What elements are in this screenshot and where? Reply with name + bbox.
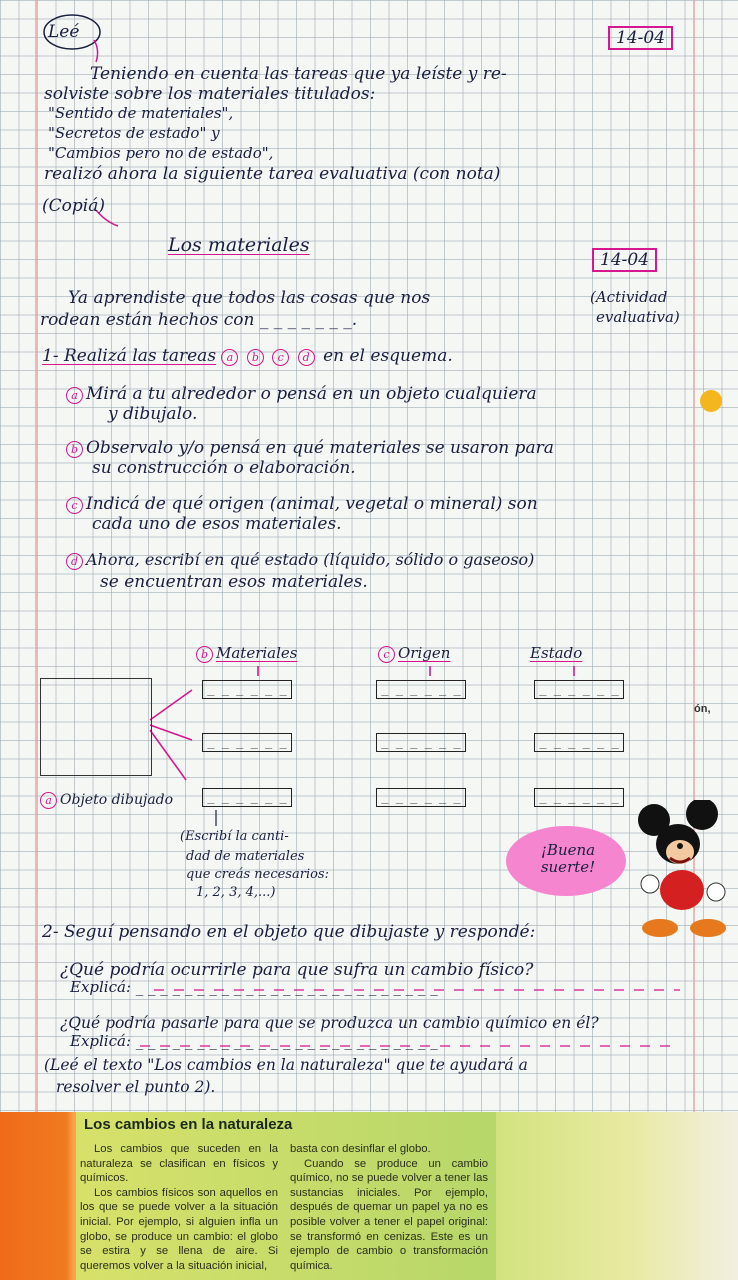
materiales-box-1: _ _ _ _ _ _ (202, 680, 292, 699)
q2-note-2: resolver el punto 2). (56, 1078, 216, 1096)
bubble-text-2: suerte! (540, 857, 596, 876)
q2-title: 2- Seguí pensando en el objeto que dibujaste y respondé: (42, 922, 536, 942)
section-para-1: Ya aprendiste que todos las cosas que nos (68, 288, 431, 308)
col-origen-label: Origen (398, 644, 451, 662)
task1-title (42, 348, 453, 366)
intro-bullet-2: "Secretos de estado" y (48, 124, 220, 142)
origen-box-2: _ _ _ _ _ _ (376, 733, 466, 752)
copia-label: (Copiá) (42, 196, 105, 216)
q2-q2: ¿Qué podría pasarle para que se produzca un cambio químico en él? (60, 1014, 599, 1032)
textbook-left-p1: Los cambios que suceden en la naturaleza se clasifican en físicos y químicos. (80, 1143, 278, 1185)
q2-q1: ¿Qué podría ocurrirle para que sufra un cambio físico? (60, 960, 534, 980)
textbook-right-p1: basta con desinflar el globo. (290, 1143, 431, 1155)
task-a-line2: y dibujalo. (108, 404, 198, 424)
task-c (66, 496, 538, 514)
qty-note-2: dad de materiales (186, 849, 305, 864)
task-c-letter: c (66, 497, 83, 514)
task-d-letter: d (66, 553, 83, 570)
task-a (66, 386, 537, 404)
bubble-text (520, 842, 616, 875)
task1-title-text: 1- Realizá las tareas (42, 346, 217, 366)
objeto-label-text: Objeto dibujado (60, 792, 174, 808)
letter-a: a (221, 349, 238, 366)
task-b-letter: b (66, 441, 83, 458)
task-a-letter: a (66, 387, 83, 404)
qty-note-4: 1, 2, 3, 4,...) (196, 885, 276, 900)
letter-c: c (272, 349, 289, 366)
col-estado: Estado (530, 644, 583, 662)
objeto-label (40, 792, 173, 809)
date-top: 14-04 (608, 26, 673, 50)
side-note-2: evaluativa) (596, 308, 680, 326)
materiales-box-3: _ _ _ _ _ _ (202, 788, 292, 807)
col-materiales-label: Materiales (216, 644, 298, 662)
task-c-line2: cada uno de esos materiales. (92, 514, 342, 534)
task-d (66, 552, 534, 570)
q2-q2-explain: Explicá: _ _ _ _ _ _ _ _ _ _ _ _ _ _ _ _ _ _ _ _ _ _ _ _ _ (70, 1032, 438, 1050)
intro-line-3: realizó ahora la siguiente tarea evaluativa (con nota) (44, 164, 501, 184)
qty-note-1: (Escribí la canti- (180, 829, 289, 844)
task-b (66, 440, 554, 458)
side-note-1: (Actividad (590, 288, 668, 306)
col-origen-letter: c (378, 646, 395, 663)
estado-box-1: _ _ _ _ _ _ (534, 680, 624, 699)
q2-note-1: (Leé el texto "Los cambios en la naturaleza" que te ayudará a (44, 1056, 528, 1074)
task1-tail: en el esquema. (323, 346, 453, 366)
section-para-2: rodean están hechos con _ _ _ _ _ _ _. (40, 310, 358, 330)
letter-d: d (298, 349, 315, 366)
stray-text: ón, (694, 703, 711, 715)
estado-box-3: _ _ _ _ _ _ (534, 788, 624, 807)
task-c-line1: Indicá de qué origen (animal, vegetal o mineral) son (86, 494, 538, 514)
bubble-text-1: ¡Buena (540, 841, 596, 859)
mickey-sticker-image (632, 800, 732, 940)
task-d-line2: se encuentran esos materiales. (100, 572, 368, 592)
task-d-line1: Ahora, escribí en qué estado (líquido, sólido o gaseoso) (86, 550, 535, 569)
orange-sticker-dot (700, 390, 722, 412)
section-date: 14-04 (592, 248, 657, 272)
q2-q1-explain: Explicá: _ _ _ _ _ _ _ _ _ _ _ _ _ _ _ _ _ _ _ _ _ _ _ _ _ (70, 978, 438, 996)
textbook-right-p2: Cuando se produce un cambio químico, no se puede volver a tener las sustancias iniciales. Por ejemplo, después de quemar un papel ya no es posible volver a tener el papel original: se transformó en cenizas. Este es un ejemplo de cambio o transformación química. (290, 1157, 488, 1272)
materiales-box-2: _ _ _ _ _ _ (202, 733, 292, 752)
origen-box-1: _ _ _ _ _ _ (376, 680, 466, 699)
intro-line-1: Teniendo en cuenta las tareas que ya leíste y re- (90, 64, 507, 84)
estado-box-2: _ _ _ _ _ _ (534, 733, 624, 752)
section-title: Los materiales (168, 234, 310, 256)
textbook-right-column (290, 1142, 488, 1273)
textbook-left-p2: Los cambios físicos son aquellos en los que se puede volver a la situación inicial. Por ejemplo, si alguien infla un globo, se produce un cambio: el globo se estira y se llena de aire. Si queremos volver a la situación inicial, (80, 1186, 278, 1272)
col-materiales-letter: b (196, 646, 213, 663)
col-origen (378, 646, 450, 663)
task-b-line1: Observalo y/o pensá en qué materiales se usaron para (86, 438, 554, 458)
intro-bullet-3: "Cambios pero no de estado", (48, 144, 274, 162)
intro-line-2: solviste sobre los materiales titulados: (44, 84, 376, 104)
qty-note-3: que creás necesarios: (186, 867, 329, 882)
drawing-box (40, 678, 152, 776)
textbook-title: Los cambios en la naturaleza (84, 1116, 293, 1133)
origen-box-3: _ _ _ _ _ _ (376, 788, 466, 807)
objeto-letter: a (40, 792, 57, 809)
task-a-line1: Mirá a tu alrededor o pensá en un objeto cualquiera (86, 384, 537, 404)
letter-b: b (247, 349, 264, 366)
task-b-line2: su construcción o elaboración. (92, 458, 356, 478)
lee-label: Leé (48, 22, 80, 42)
intro-bullet-1: "Sentido de materiales", (48, 104, 234, 122)
col-materiales (196, 646, 298, 663)
textbook-left-column (80, 1142, 278, 1273)
